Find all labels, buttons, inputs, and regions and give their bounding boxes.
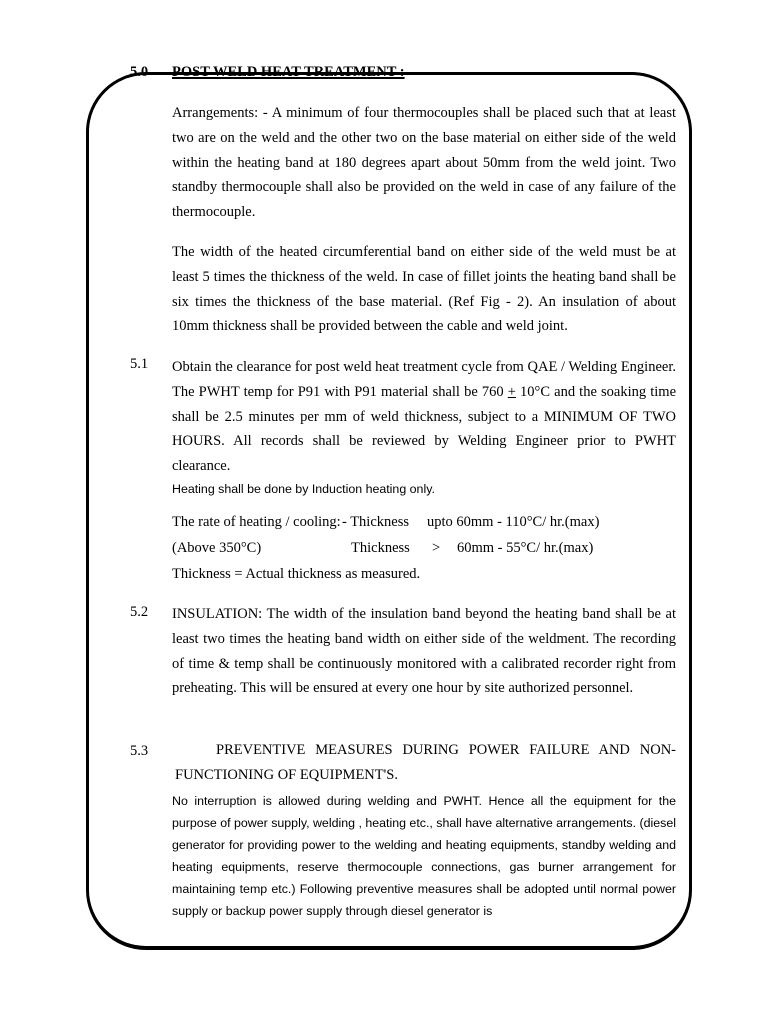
arrangements-paragraph: Arrangements: - A minimum of four thermocouples shall be placed such that at least two are on the weld and the other two on the base material on either side of the weld within the heating band at 180 degrees apart about 50mm from the weld joint. Two standby thermocouple shall also be provided on the weld in case of any failure of the thermocouple.: [172, 105, 676, 221]
section-number-5-2: 5.2: [130, 604, 149, 620]
power-failure-paragraph: No interruption is allowed during welding and PWHT. Hence all the equipment for the purpose of power supply, welding , heating etc., shall have alternative arrangements. (diesel generator for providing power to the welding and heating equipments, standby welding and heating equipments, reserve thermocouple connections, gas burner arrangement for maintaining temp etc.) Following preventive measures shall be adopted until normal power supply or backup power supply through diesel generator is: [172, 794, 676, 919]
insulation-paragraph: INSULATION: The width of the insulation band beyond the heating band shall be at least two times the heating band width on either side of the weldment. The recording of time & temp shall be continuously monitored with a calibrated recorder right from preheating. This will be ensured at every one hour by site authorized personnel.: [172, 606, 676, 697]
rate-row2-value: 60mm - 55°C/ hr.(max): [457, 540, 594, 556]
rate-label: The rate of heating / cooling:: [172, 514, 341, 530]
rate-row2-operator: >: [432, 540, 441, 556]
plus-minus-sign: +: [507, 383, 516, 400]
thickness-definition: Thickness = Actual thickness as measured.: [172, 566, 421, 582]
preventive-measures-title-line1: PREVENTIVE MEASURES DURING POWER FAILURE AND NON-: [216, 742, 676, 758]
section-title-pwht: POST WELD HEAT TREATMENT :: [172, 64, 405, 80]
section-number-5-3: 5.3: [130, 743, 149, 759]
rate-above-350: (Above 350°C): [172, 540, 262, 556]
heated-band-paragraph: The width of the heated circumferential band on either side of the weld must be at least 5 times the thickness of the weld. In case of fillet joints the heating band shall be six times the thickness of the base material. (Ref Fig - 2). An insulation of about 10mm thickness shall be provided between the cable and weld joint.: [172, 244, 676, 335]
rate-row2-thickness: Thickness: [351, 540, 410, 556]
rate-row1-value: upto 60mm - 110°C/ hr.(max): [427, 514, 600, 530]
section-number-5-1: 5.1: [130, 356, 149, 372]
pwht-text-part-a: Obtain the clearance for post weld heat treatment cycle from QAE / Welding Engineer. The PWHT temp for P91 with P91 material shall be 760: [172, 359, 676, 400]
induction-note: Heating shall be done by Induction heating only.: [172, 482, 435, 496]
section-number-5-0: 5.0: [130, 64, 149, 80]
preventive-measures-title-line2: FUNCTIONING OF EQUIPMENT'S.: [175, 767, 398, 783]
pwht-clearance-paragraph: [172, 355, 676, 479]
rate-row1-thickness: - Thickness: [342, 514, 409, 530]
pwht-text-part-b: 10°C and the soaking time shall be 2.5 minutes per mm of weld thickness, subject to a MINIMUM OF TWO HOURS. All records shall be reviewed by Welding Engineer prior to PWHT clearance.: [172, 383, 677, 475]
